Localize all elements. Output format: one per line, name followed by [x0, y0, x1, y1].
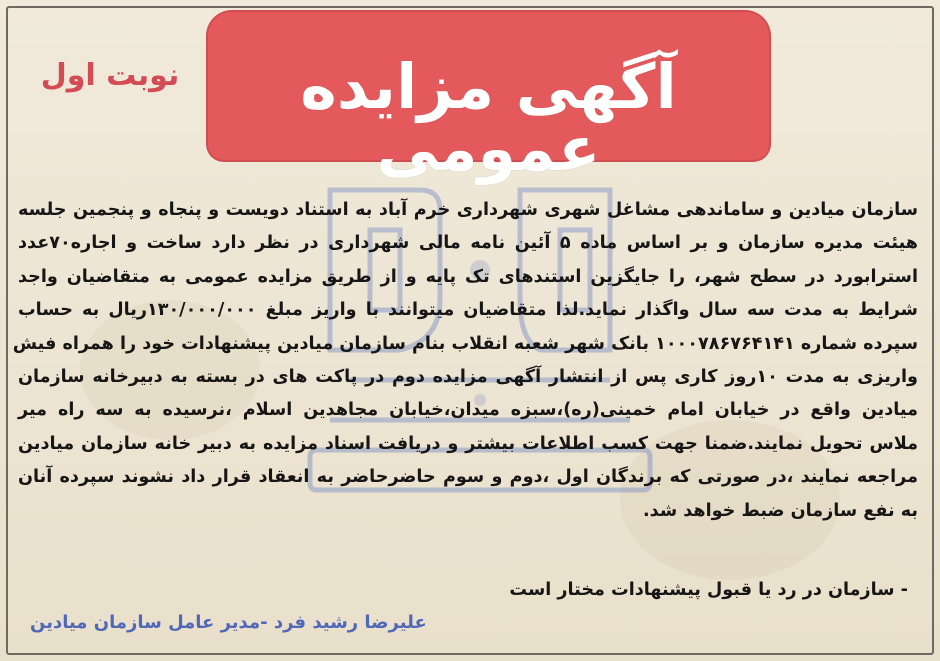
- signature: علیرضا رشید فرد -مدیر عامل سازمان میادین: [30, 612, 427, 633]
- disclaimer-note: - سازمان در رد یا قبول پیشنهادات مختار است: [509, 580, 908, 600]
- body-line: شرایط به مدت سه سال واگذار نماید.لذا متقاضیان میتوانند با واریز مبلغ ۱۳۰/۰۰۰/۰۰۰ریال به حساب: [18, 300, 918, 321]
- round-label-box: [30, 58, 190, 93]
- body-line: به نفع سازمان ضبط خواهد شد.: [642, 500, 918, 521]
- body-line: ملاس تحویل نمایند.ضمنا جهت کسب اطلاعات بیشتر و دریافت اسناد مزایده به دبیر خانه سازمان میادین: [18, 433, 918, 454]
- body-line: میادین واقع در خیابان امام خمینی(ره)،سبزه میدان،خیابان مجاهدین اسلام ،نرسیده به سه راه میر: [18, 400, 918, 421]
- title-banner: [206, 10, 771, 185]
- ad-body: [12, 194, 918, 528]
- body-line: مراجعه نمایند ،در صورتی که برندگان اول ،دوم و سوم حاضرحاضر به انعقاد قرار داد نشوند سپرده آنان: [18, 467, 918, 488]
- body-line: هیئت مدیره سازمان و بر اساس ماده ۵ آئین نامه مالی شهرداری در نظر دارد ساخت و اجاره۷۰عدد: [18, 233, 918, 254]
- body-line: واریزی به مدت ۱۰روز کاری پس از انتشار آگهی مزایده دوم در پاکت های در بسته به دبیرخانه سازمان: [18, 367, 918, 388]
- ad-title: آگهی مزایده عمومی: [300, 50, 677, 185]
- body-line: سازمان میادین و ساماندهی مشاغل شهری شهرداری خرم آباد به استناد دویست و پنجاه و پنجمین جلسه: [18, 200, 918, 220]
- body-line: استرابورد در سطح شهر، را جایگزین استندهای تک پایه و از طریق مزایده عمومی به متقاضیان واجد: [18, 266, 918, 287]
- round-label: نوبت اول: [40, 58, 180, 93]
- body-line: سپرده شماره ۱۰۰۰۷۸۶۷۶۴۱۴۱ بانک شهر شعبه انقلاب بنام سازمان میادین پیشنهادات خود را همراه فیش: [12, 333, 918, 354]
